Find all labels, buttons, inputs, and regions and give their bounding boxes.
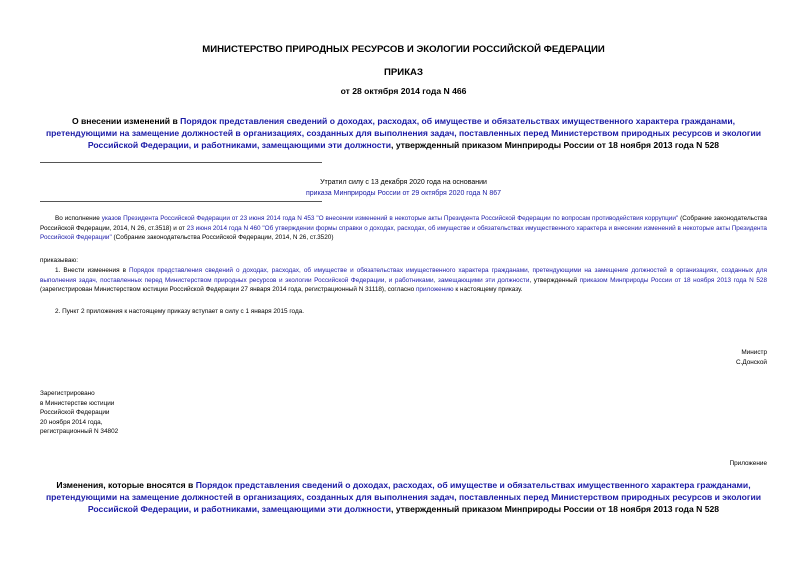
registration-block bbox=[40, 389, 240, 437]
signature-name: С.Донской bbox=[735, 358, 767, 366]
registration-line-5: регистрационный N 34802 bbox=[40, 428, 119, 435]
changes-suffix: , утвержденный приказом Минприроды России от 18 ноября 2013 года N 528 bbox=[391, 504, 720, 514]
preamble-part1: Во исполнение bbox=[55, 215, 102, 222]
document-date: от 28 октября 2014 года N 466 bbox=[340, 86, 467, 96]
divider-top bbox=[40, 162, 322, 163]
item-1-paragraph bbox=[40, 266, 767, 295]
preamble-part2: (Собрание законодательства Российской Федерации, 2014, N 26, ст.3518) и от bbox=[40, 215, 767, 232]
heading-prefix: О внесении изменений в bbox=[71, 116, 181, 126]
ministry-title: МИНИСТЕРСТВО ПРИРОДНЫХ РЕСУРСОВ И ЭКОЛОГИИ РОССИЙСКОЙ ФЕДЕРАЦИИ bbox=[202, 44, 605, 55]
preamble-decree-453-link[interactable]: указов Президента Российской Федерации от 23 июня 2014 года N 453 "О внесении изменений в некоторые акты Президента Российской Федерации по вопросам противодействия коррупции" bbox=[101, 215, 679, 222]
item-1-order-528-link[interactable]: приказом Минприроды России от 18 ноября 2013 года N 528 bbox=[579, 276, 767, 284]
appendix-label: Приложение bbox=[729, 460, 767, 467]
changes-heading bbox=[40, 479, 767, 515]
registration-line-3: Российской Федерации bbox=[40, 409, 110, 416]
item-1-appendix-link[interactable]: приложению bbox=[415, 286, 454, 293]
item-1-part2: , утвержденный bbox=[529, 276, 580, 284]
lost-force-order-link[interactable]: приказа Минприроды России от 29 октября 2020 года N 867 bbox=[305, 190, 502, 197]
preamble-paragraph bbox=[40, 214, 767, 243]
registration-line-4: 20 ноября 2014 года, bbox=[40, 418, 103, 426]
item-1-part1: 1. Внести изменения в bbox=[55, 267, 130, 274]
registration-line-2: в Министерстве юстиции bbox=[40, 399, 115, 407]
signature-position: Министр bbox=[741, 349, 767, 356]
item-1-part4: к настоящему приказу. bbox=[453, 286, 523, 293]
item-1-procedure-link[interactable]: Порядок представления сведений о доходах, расходах, об имуществе и обязательствах имущественного характера гражданами, претендующими на замещение должностей в организациях, созданных для выполнения задач, поставленных перед Министерством природных ресурсов и экологии Российской Федерации, и работниками, замещающими эти должности bbox=[40, 267, 767, 284]
heading-procedure-link[interactable]: Порядок представления сведений о доходах, расходах, об имуществе и обязательствах имущественного характера гражданами, претендующими на замещение должностей в организациях, созданных для выполнения задач, поставленных перед Министерством природных ресурсов и экологии Российской Федерации, и работниками, замещающими эти должности bbox=[45, 116, 762, 150]
changes-prefix: Изменения, которые вносятся в bbox=[56, 480, 196, 490]
registration-line-1: Зарегистрировано bbox=[40, 390, 95, 397]
changes-procedure-link[interactable]: Порядок представления сведений о доходах, расходах, об имуществе и обязательствах имущественного характера гражданами, претендующими на замещение должностей в организациях, созданных для выполнения задач, поставленных перед Министерством природных ресурсов и экологии Российской Федерации, и работниками, замещающими эти должности bbox=[45, 480, 762, 514]
document-type: ПРИКАЗ bbox=[384, 67, 423, 78]
heading-suffix: , утвержденный приказом Минприроды России от 18 ноября 2013 года N 528 bbox=[391, 140, 720, 150]
divider-bottom bbox=[40, 201, 322, 202]
preamble-part3: (Собрание законодательства Российской Федерации, 2014, N 26, ст.3520) bbox=[111, 234, 334, 241]
item-1-part3: (зарегистрирован Министерством юстиции Российской Федерации 27 января 2014 года, регистрационный N 31118), согласно bbox=[40, 286, 416, 293]
document-heading bbox=[40, 115, 767, 151]
item-2-paragraph: 2. Пункт 2 приложения к настоящему приказу вступает в силу с 1 января 2015 года. bbox=[55, 308, 305, 315]
preamble-decree-460-link[interactable]: 23 июня 2014 года N 460 "Об утверждении формы справки о доходах, расходах, об имуществе и обязательствах имущественного характера и внесении изменений в некоторые акты Президента Российской Федерации" bbox=[40, 224, 767, 241]
lost-force-note bbox=[0, 177, 807, 199]
signature-block bbox=[647, 348, 767, 367]
order-word: приказываю: bbox=[40, 257, 78, 264]
lost-force-text: Утратил силу с 13 декабря 2020 года на основании bbox=[320, 179, 487, 186]
